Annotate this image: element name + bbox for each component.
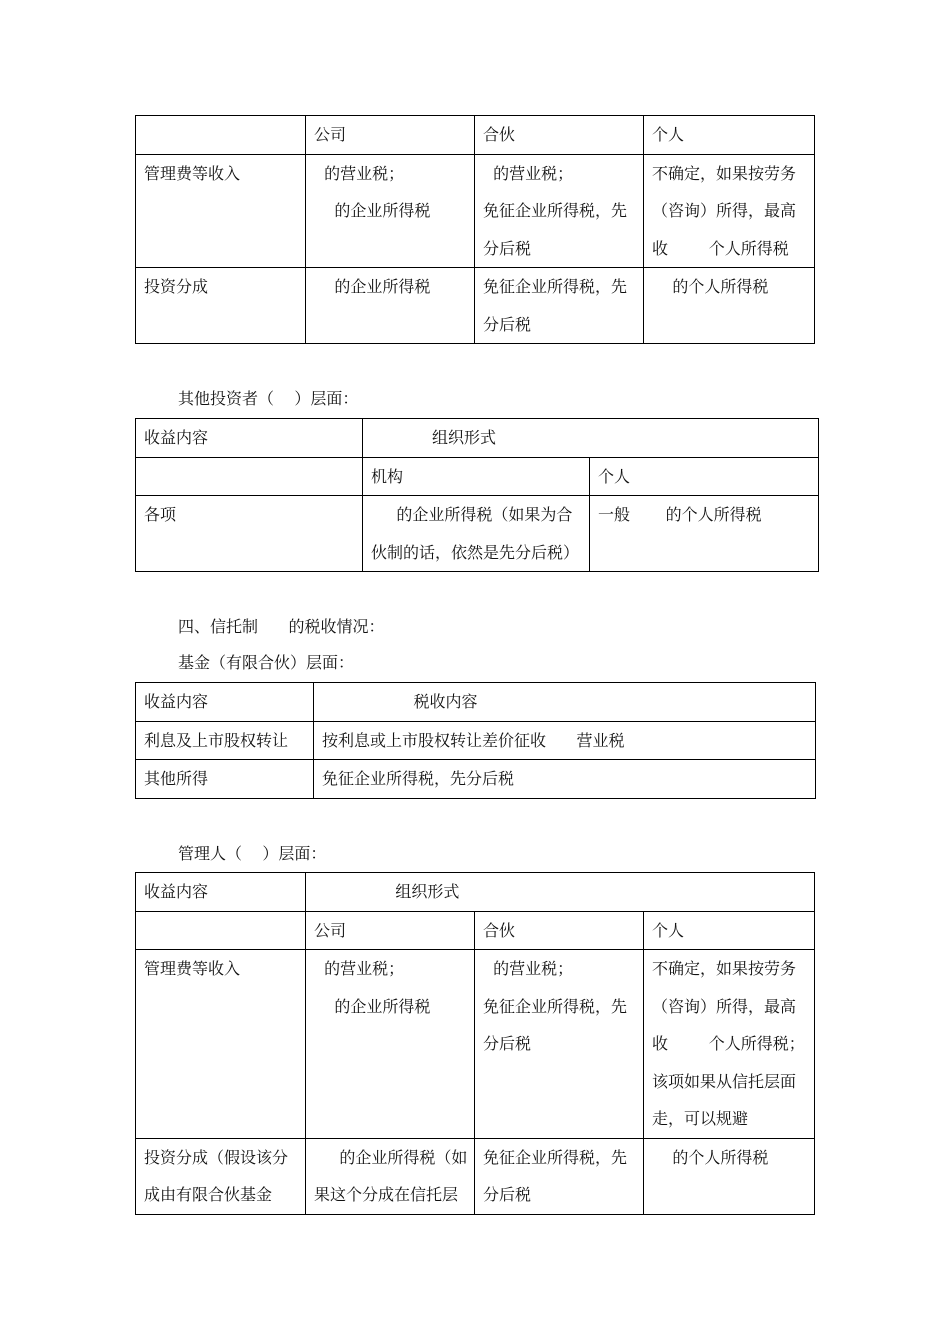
cell-line: 不确定，如果按劳务	[652, 959, 797, 978]
row-label: 投资分成	[136, 268, 306, 344]
manager-tax-table-top	[135, 115, 815, 344]
cell-line: 的企业所得税（如	[314, 1147, 468, 1167]
company-cell	[306, 950, 475, 1139]
header-cell	[136, 911, 306, 950]
tax-cell: 免征企业所得税，先分后税	[314, 760, 816, 799]
header-cell: 组织形式	[363, 419, 819, 458]
institution-cell	[363, 496, 590, 572]
individual-cell	[644, 1138, 815, 1214]
cell-line: 成由有限合伙基金	[144, 1185, 273, 1204]
table-header-row	[136, 116, 815, 155]
cell-line: （咨询）所得，最高	[652, 201, 797, 220]
cell-line: （咨询）所得，最高	[652, 996, 797, 1016]
partnership-cell	[475, 950, 644, 1139]
table-header-row	[136, 873, 815, 912]
cell-line: 分后税	[483, 1034, 532, 1053]
cell-line: 的营业税；	[314, 959, 405, 978]
cell-line: 的营业税；	[314, 163, 405, 183]
cell-line: 伙制的话，依然是先分后税）	[371, 542, 580, 562]
company-cell	[306, 154, 475, 268]
row-label: 其他所得	[136, 760, 314, 799]
section-heading: 基金（有限合伙）层面：	[178, 653, 355, 672]
cell-line: 免征企业所得税，先	[483, 201, 628, 220]
individual-cell	[590, 496, 819, 572]
header-cell: 合伙	[475, 911, 644, 950]
table-row	[136, 721, 816, 760]
cell-line: 的企业所得税	[314, 277, 431, 296]
cell-line: 的个人所得税	[652, 277, 769, 296]
cell-line: 的营业税；	[483, 959, 574, 978]
table-row	[136, 154, 815, 268]
table-row	[136, 760, 816, 799]
header-cell: 公司	[306, 116, 475, 155]
header-cell: 公司	[306, 911, 475, 950]
individual-cell	[644, 950, 815, 1139]
cell-line: 果这个分成在信托层	[314, 1185, 459, 1204]
cell-line: 的营业税；	[483, 163, 574, 183]
company-cell	[306, 1138, 475, 1214]
table-header-row	[136, 683, 816, 722]
fund-tax-table	[135, 682, 816, 799]
cell-line: 该项如果从信托层面	[652, 1071, 797, 1091]
cell-line: 一般 的个人所得税	[598, 505, 762, 524]
cell-line: 分后税	[483, 1185, 532, 1204]
section-heading: 其他投资者（ ）层面：	[178, 389, 359, 408]
individual-cell	[644, 154, 815, 268]
table-subheader-row	[136, 457, 819, 496]
header-cell: 税收内容	[314, 683, 816, 722]
row-label	[136, 1138, 306, 1214]
cell-line: 的个人所得税	[652, 1147, 769, 1167]
partnership-cell	[475, 268, 644, 344]
header-cell: 个人	[644, 116, 815, 155]
header-cell: 组织形式	[306, 873, 815, 912]
cell-line: 收 个人所得税；	[652, 1034, 805, 1053]
other-investor-tax-table	[135, 418, 819, 572]
partnership-cell	[475, 1138, 644, 1214]
header-cell: 合伙	[475, 116, 644, 155]
cell-line: 走，可以规避	[652, 1109, 749, 1128]
row-label: 管理费等收入	[136, 950, 306, 1139]
cell-line: 分后税	[483, 314, 532, 334]
cell-line: 免征企业所得税，先	[483, 1147, 628, 1167]
cell-line: 免征企业所得税，先	[483, 996, 628, 1016]
table-row	[136, 268, 815, 344]
table-row	[136, 1138, 815, 1214]
table-row	[136, 950, 815, 1139]
row-label: 利息及上市股权转让	[136, 721, 314, 760]
tax-cell: 按利息或上市股权转让差价征收 营业税	[314, 721, 816, 760]
header-cell	[136, 457, 363, 496]
cell-line: 的企业所得税	[314, 201, 431, 220]
row-label: 管理费等收入	[136, 154, 306, 268]
individual-cell	[644, 268, 815, 344]
cell-line: 分后税	[483, 238, 532, 258]
cell-line: 免征企业所得税，先	[483, 277, 628, 296]
cell-line: 的企业所得税（如果为合	[371, 505, 573, 524]
cell-line: 不确定，如果按劳务	[652, 163, 797, 183]
header-cell: 收益内容	[136, 419, 363, 458]
header-cell: 个人	[590, 457, 819, 496]
section-heading: 四、信托制 的税收情况：	[178, 617, 385, 636]
header-cell	[136, 116, 306, 155]
table-subheader-row	[136, 911, 815, 950]
table-header-row	[136, 419, 819, 458]
manager-tax-table	[135, 872, 815, 1215]
cell-line: 的企业所得税	[314, 996, 431, 1016]
row-label: 各项	[136, 496, 363, 572]
cell-line: 收 个人所得税	[652, 238, 789, 258]
header-cell: 机构	[363, 457, 590, 496]
header-cell: 个人	[644, 911, 815, 950]
table-row	[136, 496, 819, 572]
partnership-cell	[475, 154, 644, 268]
header-cell: 收益内容	[136, 873, 306, 912]
company-cell	[306, 268, 475, 344]
cell-line: 投资分成（假设该分	[144, 1147, 289, 1167]
section-heading: 管理人（ ）层面：	[178, 844, 327, 863]
header-cell: 收益内容	[136, 683, 314, 722]
